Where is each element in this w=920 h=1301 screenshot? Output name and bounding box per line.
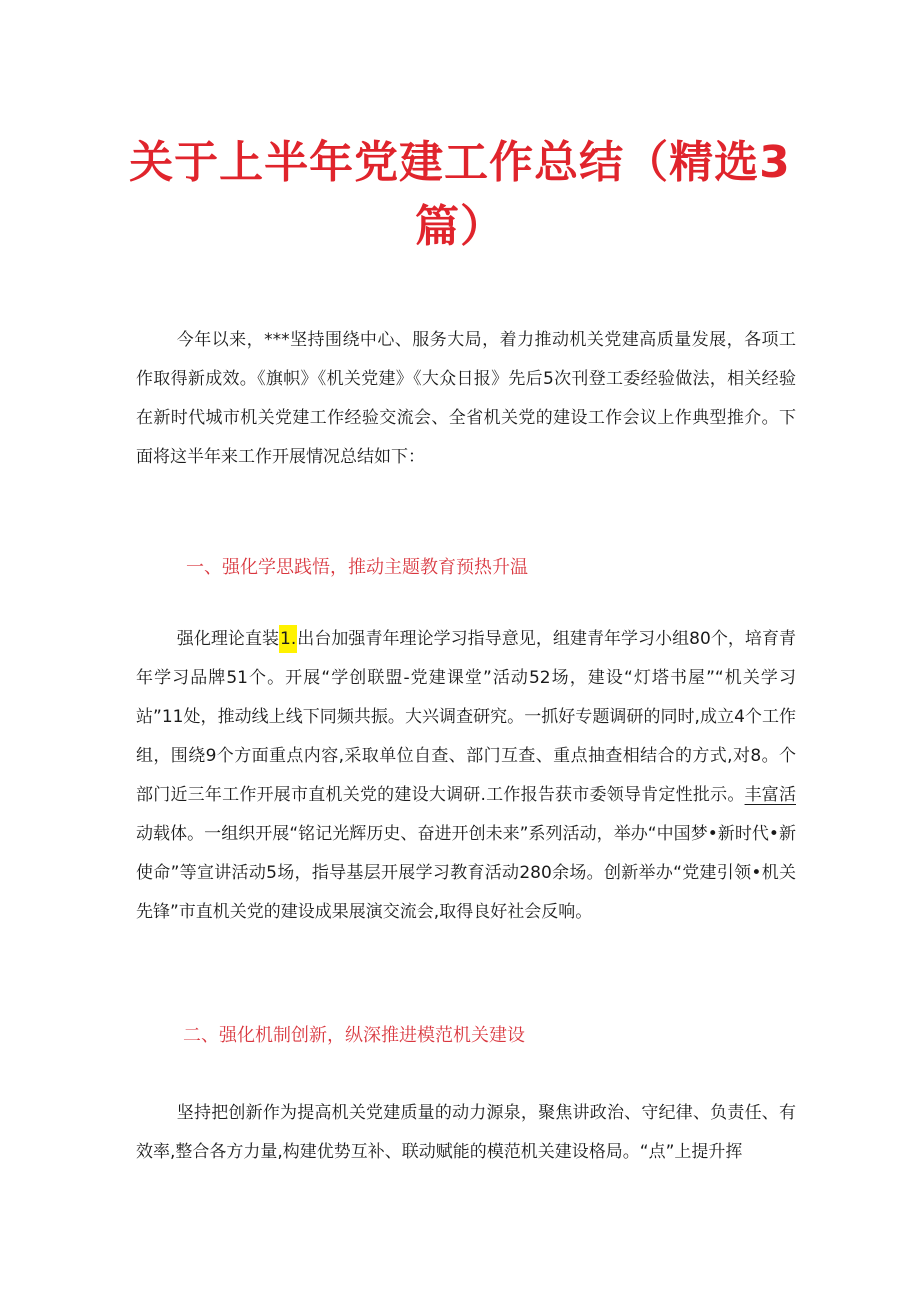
section-1-lead-text: 强化理论直装 [176,629,280,649]
underlined-text: 丰富活 [744,785,796,805]
section-2-heading: 二、强化机制创新，纵深推进模范机关建设 [183,1025,525,1046]
section-1-heading: 一、强化学思践悟，推动主题教育预热升温 [186,557,528,578]
document-title-line-2: 篇） [415,201,505,252]
document-title-line-1: 关于上半年党建工作总结（精选3 [129,137,791,188]
highlighted-text: 1. [279,625,297,653]
section-1-body-text-continued: 动载体。一组织开展“铭记光辉历史、奋进开创未来”系列活动，举办“中国梦•新时代•新使命”等宣讲活动5场，指导基层开展学习教育活动280余场。创新举办“党建引领•机关先锋”市直机关党的建设成果展演交流会,取得良好社会反响。 [136,824,796,922]
intro-paragraph: 今年以来，***坚持围绕中心、服务大局，着力推动机关党建高质量发展，各项工作取得新成效。《旗帜》《机关党建》《大众日报》先后5次刊登工委经验做法，相关经验在新时代城市机关党建工作经验交流会、全省机关党的建设工作会议上作典型推介。下面将这半年来工作开展情况总结如下： [136,330,796,467]
section-2-paragraph: 坚持把创新作为提高机关党建质量的动力源泉，聚焦讲政治、守纪律、负责任、有效率,整合各方力量,构建优势互补、联动赋能的模范机关建设格局。“点”上提升挥 [136,1103,796,1162]
section-1-body-text: 出台加强青年理论学习指导意见，组建青年学习小组80个，培育青年学习品牌51个。开展“学创联盟-党建课堂”活动52场，建设“灯塔书屋”“机关学习站”11处，推动线上线下同频共振。大兴调查研究。一抓好专题调研的同时,成立4个工作组，围绕9个方面重点内容,采取单位自查、部门互查、重点抽查相结合的方式,对8。个部门近三年工作开展市直机关党的建设大调研.工作报告获市委领导肯定性批示。 [136,629,796,805]
section-1-paragraph [136,620,796,932]
